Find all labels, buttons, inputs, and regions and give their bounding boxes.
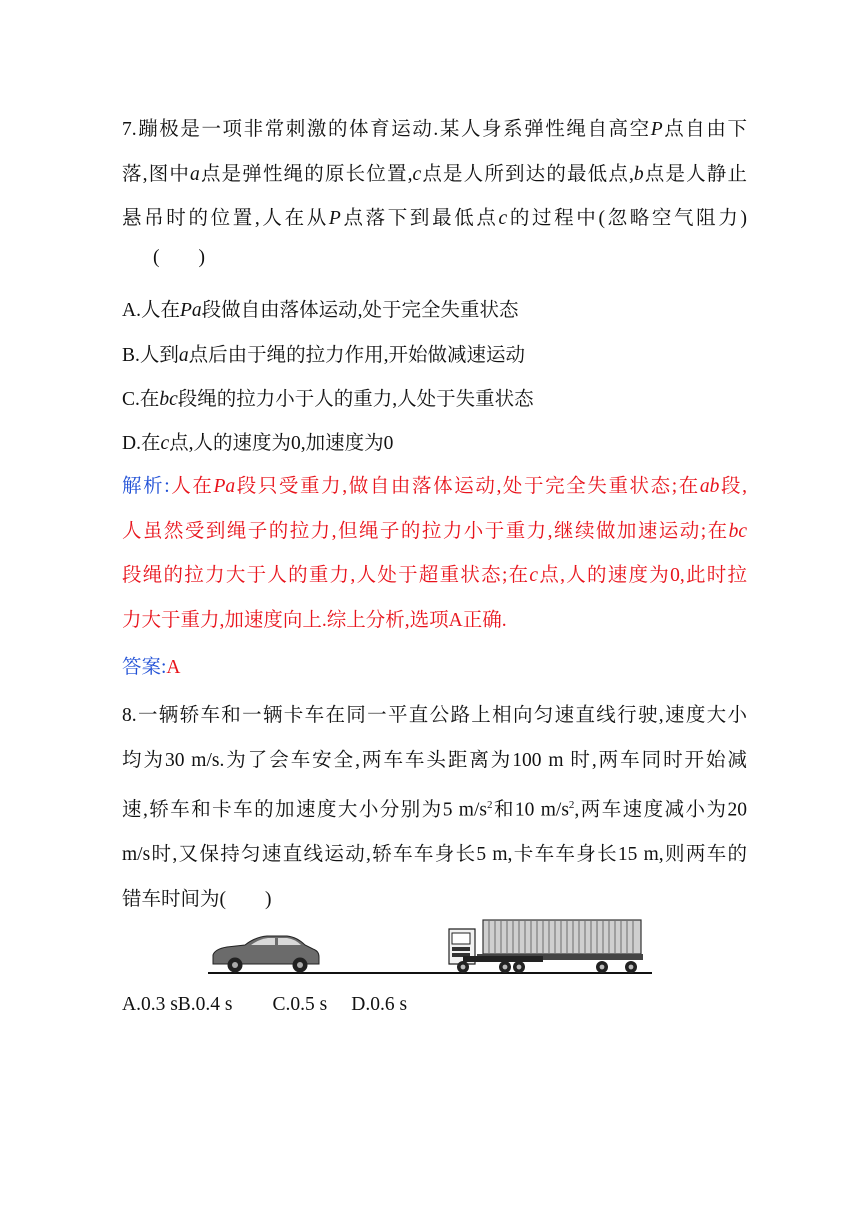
q8-line-5: 错车时间为( ) xyxy=(122,888,272,910)
q8-line-2: 均为30 m/s.为了会车安全,两车车头距离为100 m 时,两车同时开始减 xyxy=(122,749,747,771)
solution-line-4: 力大于重力,加速度向上.综上分析,选项A正确. xyxy=(122,609,507,631)
answer-value: A xyxy=(166,657,181,678)
q7-answer xyxy=(122,651,181,679)
q7-line-3: 悬吊时的位置,人在从P点落下到最低点c的过程中(忽略空气阻力) xyxy=(122,208,747,229)
sedan-car-icon xyxy=(213,936,319,973)
q8-option-c: C.0.5 s xyxy=(272,994,328,1015)
q7-option-d: D.在c点,人的速度为0,加速度为0 xyxy=(122,433,394,454)
answer-label: 答案: xyxy=(122,657,167,678)
q7-line-1: 7.蹦极是一项非常刺激的体育运动.某人身系弹性绳自高空P点自由下 xyxy=(122,119,747,140)
q8-option-a: A.0.3 s xyxy=(122,994,178,1015)
q8-line-3: 速,轿车和卡车的加速度大小分别为5 $m/s^2$和10 $m/s^2$,两车速度减小为20 xyxy=(122,799,747,821)
question-7 xyxy=(122,108,747,242)
q8-options xyxy=(122,994,407,1016)
q7-option-a: A.人在Pa段做自由落体运动,处于完全失重状态 xyxy=(122,300,519,321)
question-8 xyxy=(122,694,747,922)
car-truck-figure xyxy=(205,912,655,978)
solution-line-2: 人虽然受到绳子的拉力,但绳子的拉力小于重力,继续做加速运动;在bc xyxy=(122,520,747,542)
q8-line-4: m/s时,又保持匀速直线运动,轿车车身长5 m,卡车车身长15 m,则两车的 xyxy=(122,844,747,865)
q7-line-2: 落,图中a点是弹性绳的原长位置,c点是人所到达的最低点,b点是人静止 xyxy=(122,163,747,185)
q8-option-d: D.0.6 s xyxy=(351,994,408,1015)
q7-option-c: C.在bc段绳的拉力小于人的重力,人处于失重状态 xyxy=(122,389,534,410)
solution-label: 解析: xyxy=(122,476,170,497)
q7-answer-blank: ( ) xyxy=(153,247,205,268)
q8-option-b: B.0.4 s xyxy=(177,994,233,1015)
container-truck-icon xyxy=(449,920,643,973)
q7-option-b: B.人到a点后由于绳的拉力作用,开始做减速运动 xyxy=(122,345,526,366)
q7-solution xyxy=(122,465,747,643)
q8-line-1: 8.一辆轿车和一辆卡车在同一平直公路上相向匀速直线行驶,速度大小 xyxy=(122,705,747,726)
solution-line-1: 解析:人在Pa段只受重力,做自由落体运动,处于完全失重状态;在ab段, xyxy=(122,476,747,497)
solution-line-3: 段绳的拉力大于人的重力,人处于超重状态;在c点,人的速度为0,此时拉 xyxy=(122,565,747,586)
